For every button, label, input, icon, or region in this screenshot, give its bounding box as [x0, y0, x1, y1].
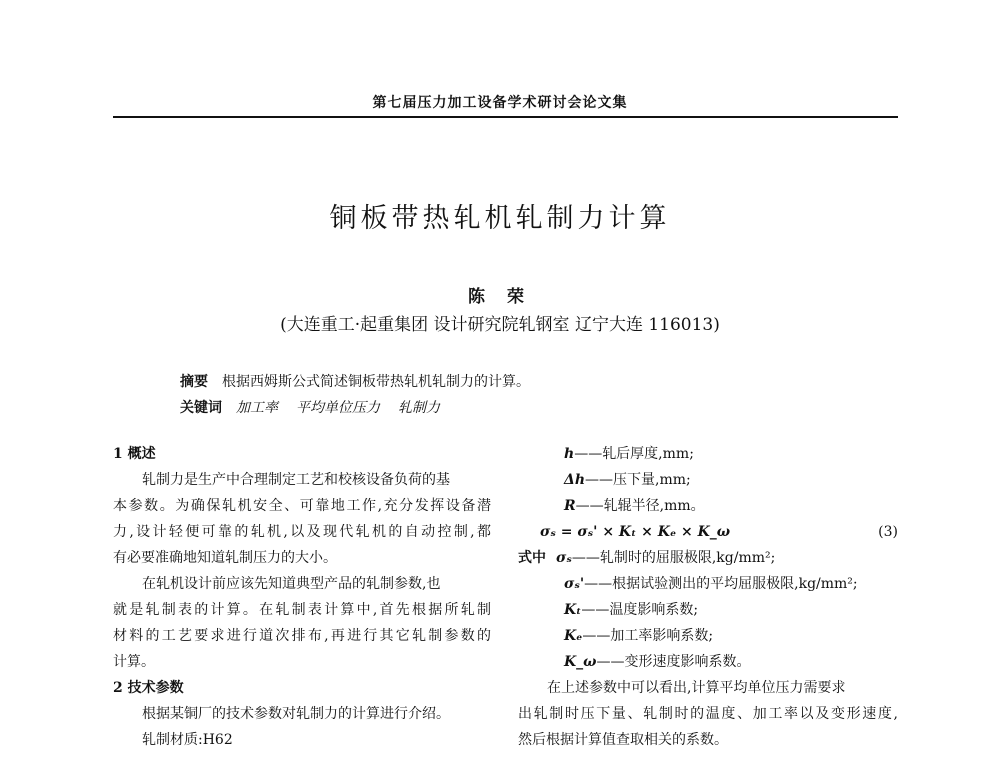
- keyword: 加工率: [236, 400, 278, 416]
- paper-title: 铜板带热轧机轧制力计算: [329, 203, 671, 234]
- keywords-label: 关键词: [180, 400, 222, 416]
- text-line: 在上述参数中可以看出,计算平均单位压力需要求: [547, 680, 846, 696]
- keywords: [180, 397, 458, 417]
- definition-line: R——轧辊半径,mm。: [564, 498, 705, 514]
- abstract: [180, 371, 530, 391]
- definition-line: σₛ'——根据试验测出的平均屈服极限,kg/mm²;: [564, 576, 858, 592]
- text-line: 出轧制时压下量、轧制时的温度、加工率以及变形速度,: [518, 706, 898, 722]
- definition-line: Kₜ——温度影响系数;: [564, 602, 699, 618]
- left-column: [113, 441, 491, 753]
- abstract-label: 摘要: [180, 374, 208, 390]
- definition-line: 式中 σₛ——轧制时的屈服极限,kg/mm²;: [518, 550, 776, 566]
- text-line: 就是轧制表的计算。在轧制表计算中,首先根据所轧制: [113, 602, 491, 618]
- definition-line: Kₑ——加工率影响系数;: [564, 628, 714, 644]
- section-heading-parameters: 2 技术参数: [113, 680, 184, 696]
- author-name: 陈 荣: [468, 287, 532, 307]
- keyword: 轧制力: [398, 400, 440, 416]
- right-column: [518, 441, 898, 753]
- text-line: 在轧机设计前应该先知道典型产品的轧制参数,也: [142, 576, 441, 592]
- equation-line: [518, 519, 898, 545]
- equation: σₛ = σₛ' × Kₜ × Kₑ × K_ω: [540, 524, 731, 540]
- author-affiliation: (大连重工·起重集团 设计研究院轧钢室 辽宁大连 116013): [280, 315, 720, 335]
- equation-number: (3): [878, 524, 898, 540]
- text-line: 计算。: [113, 654, 155, 670]
- header-rule: [113, 116, 898, 118]
- section-heading-overview: 1 概述: [113, 446, 156, 462]
- keyword: 平均单位压力: [296, 400, 380, 416]
- text-line: 轧制力是生产中合理制定工艺和校核设备负荷的基: [142, 472, 450, 488]
- running-header: 第七届压力加工设备学术研讨会论文集: [372, 95, 628, 111]
- text-line: 根据某铜厂的技术参数对轧制力的计算进行介绍。: [142, 706, 450, 722]
- definition-line: K_ω——变形速度影响系数。: [564, 654, 751, 670]
- definition-line: Δh——压下量,mm;: [564, 472, 691, 488]
- abstract-text: 根据西姆斯公式简述铜板带热轧机轧制力的计算。: [222, 374, 530, 390]
- text-line: 轧制材质:H62: [142, 732, 233, 748]
- text-line: 然后根据计算值查取相关的系数。: [518, 732, 728, 748]
- text-line: 有必要准确地知道轧制压力的大小。: [113, 550, 337, 566]
- text-line: 材料的工艺要求进行道次排布,再进行其它轧制参数的: [113, 628, 491, 644]
- definition-line: h——轧后厚度,mm;: [564, 446, 694, 462]
- text-line: 力,设计轻便可靠的轧机,以及现代轧机的自动控制,都: [113, 524, 491, 540]
- text-line: 本参数。为确保轧机安全、可靠地工作,充分发挥设备潜: [113, 498, 491, 514]
